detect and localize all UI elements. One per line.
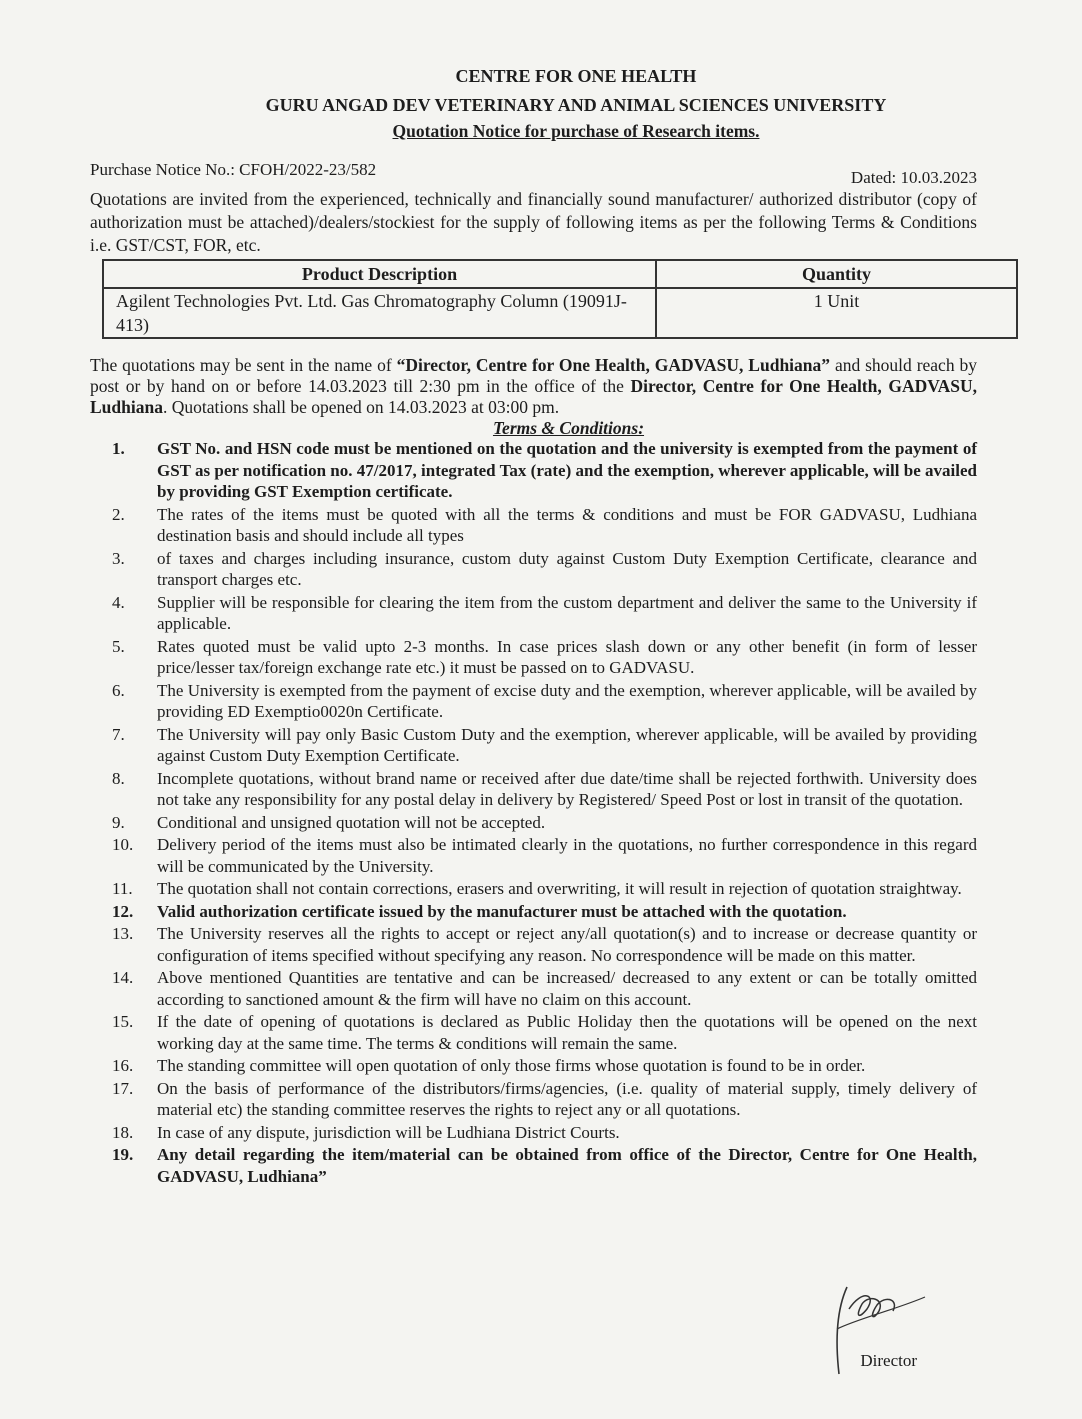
term-text: In case of any dispute, jurisdiction will be Ludhiana District Courts.	[157, 1122, 620, 1142]
header-notice-title: Quotation Notice for purchase of Research items.	[392, 121, 760, 141]
term-number: 5.	[112, 636, 125, 656]
term-text: Rates quoted must be valid upto 2-3 months. In case prices slash down or any other benefit (in form of lesser price/lesser tax/foreign exchange rate etc.) it must be passed on to GADVASU.	[157, 636, 977, 677]
term-text: Valid authorization certificate issued by the manufacturer must be attached with the quotation.	[157, 901, 847, 921]
term-number: 18.	[112, 1122, 134, 1142]
term-item	[112, 1011, 977, 1054]
term-text: The rates of the items must be quoted with all the terms & conditions and must be FOR GADVASU, Ludhiana destination basis and should include all types	[157, 504, 977, 545]
term-item	[112, 504, 977, 547]
term-number: 15.	[112, 1012, 134, 1031]
term-item	[112, 768, 977, 811]
term-number: 6.	[112, 680, 125, 700]
term-text: The University reserves all the rights to accept or reject any/all quotation(s) and to increase or decrease quantity or configuration of items specified without specifying any reason. No correspondence will be made on this matter.	[157, 924, 977, 965]
table-header-row	[103, 260, 1017, 288]
term-item	[112, 812, 977, 834]
term-text: of taxes and charges including insurance, custom duty against Custom Duty Exemption Certificate, clearance and transport charges etc.	[157, 548, 977, 589]
term-text: If the date of opening of quotations is declared as Public Holiday then the quotations will be opened on the next working day at the same time. The terms & conditions will remain the same.	[157, 1012, 977, 1053]
term-text: Conditional and unsigned quotation will not be accepted.	[157, 812, 546, 832]
cell-quantity: 1 Unit	[656, 288, 1017, 338]
term-item	[112, 834, 977, 877]
header-centre-name: CENTRE FOR ONE HEALTH	[455, 66, 697, 86]
term-number: 4.	[112, 592, 125, 612]
signature-label: Director	[860, 1351, 917, 1370]
items-table	[102, 259, 1018, 339]
term-number: 13.	[112, 924, 134, 943]
term-number: 17.	[112, 1078, 134, 1098]
submission-paragraph	[90, 355, 977, 418]
term-number: 12.	[112, 901, 134, 921]
term-number: 8.	[112, 768, 125, 788]
term-number: 3.	[112, 548, 125, 568]
term-number: 9.	[112, 812, 125, 832]
notice-date: Dated: 10.03.2023	[850, 168, 977, 187]
term-number: 10.	[112, 835, 134, 854]
term-item	[112, 548, 977, 591]
cell-product-description: Agilent Technologies Pvt. Ltd. Gas Chromatography Column (19091J-413)	[103, 288, 656, 338]
submission-text-3: . Quotations shall be opened on 14.03.2023 at 03:00 pm.	[162, 397, 560, 417]
term-number: 1.	[112, 439, 125, 458]
intro-paragraph: Quotations are invited from the experienced, technically and financially sound manufacturer/ authorized distributor (copy of authorization must be attached)/dealers/stockiest for the supply of following items as per the following Terms & Conditions i.e. GST/CST, FOR, etc.	[90, 189, 977, 255]
term-number: 2.	[112, 504, 125, 524]
term-item	[112, 1078, 977, 1121]
term-text: Above mentioned Quantities are tentative and can be increased/ decreased to any extent or can be totally omitted according to sanctioned amount & the firm will have no claim on this account.	[157, 968, 977, 1009]
term-number: 19.	[112, 1145, 134, 1164]
term-item	[112, 724, 977, 767]
term-item	[112, 967, 977, 1010]
table-row	[103, 288, 1017, 338]
term-number: 14.	[112, 968, 134, 987]
submission-office: Director, Centre for One Health, GADVASU, Ludhiana	[90, 376, 977, 417]
term-item	[112, 878, 977, 900]
term-text: The standing committee will open quotation of only those firms whose quotation is found to be in order.	[157, 1056, 866, 1075]
term-item	[112, 438, 977, 503]
document-header	[175, 62, 977, 142]
terms-title: Terms & Conditions:	[492, 418, 645, 438]
term-item	[112, 1144, 977, 1187]
term-item	[112, 1055, 977, 1077]
term-number: 7.	[112, 724, 125, 744]
term-text: On the basis of performance of the distributors/firms/agencies, (i.e. quality of material supply, timely delivery of material etc) the standing committee reserves the rights to reject any or all quotations.	[157, 1078, 977, 1119]
header-quantity: Quantity	[656, 260, 1017, 288]
term-item	[112, 923, 977, 966]
term-text: Supplier will be responsible for clearing the item from the custom department and deliver the same to the University if applicable.	[157, 592, 977, 633]
term-text: GST No. and HSN code must be mentioned on the quotation and the university is exempted from the payment of GST as per notification no. 47/2017, integrated Tax (rate) and the exemption, wherever applicable, will be availed by providing GST Exemption certificate.	[157, 439, 977, 501]
term-text: The quotation shall not contain corrections, erasers and overwriting, it will result in rejection of quotation straightway.	[157, 879, 962, 898]
header-product-description: Product Description	[103, 260, 656, 288]
term-text: The University is exempted from the payment of excise duty and the exemption, wherever applicable, will be availed by providing ED Exemptio0020n Certificate.	[157, 680, 977, 721]
term-item	[112, 1122, 977, 1144]
term-item	[112, 680, 977, 723]
submission-addressee: “Director, Centre for One Health, GADVASU, Ludhiana”	[396, 355, 831, 375]
submission-text-1: The quotations may be sent in the name of	[90, 355, 397, 375]
purchase-notice-number: Purchase Notice No.: CFOH/2022-23/582	[90, 160, 377, 179]
term-number: 11.	[112, 879, 133, 898]
term-text: Delivery period of the items must also be intimated clearly in the quotations, no further correspondence in this regard will be communicated by the University.	[157, 835, 977, 876]
term-text: Incomplete quotations, without brand name or received after due date/time shall be rejected forthwith. University does not take any responsibility for any postal delay in delivery by Registered/ Speed Post or lost in transit of the quotation.	[157, 768, 977, 809]
term-item	[112, 592, 977, 635]
terms-list	[90, 438, 977, 1187]
term-item	[112, 901, 977, 923]
term-item	[112, 636, 977, 679]
term-text: The University will pay only Basic Custom Duty and the exemption, wherever applicable, will be availed by providing against Custom Duty Exemption Certificate.	[157, 724, 977, 765]
header-university-name: GURU ANGAD DEV VETERINARY AND ANIMAL SCIENCES UNIVERSITY	[265, 95, 887, 115]
term-number: 16.	[112, 1056, 134, 1075]
notice-meta	[90, 160, 977, 188]
submission-text-2: and should reach by post or by hand on or before 14.03.2023 till 2:30 pm in the office of the	[90, 355, 977, 396]
term-text: Any detail regarding the item/material can be obtained from office of the Director, Centre for One Health, GADVASU, Ludhiana”	[157, 1145, 977, 1186]
